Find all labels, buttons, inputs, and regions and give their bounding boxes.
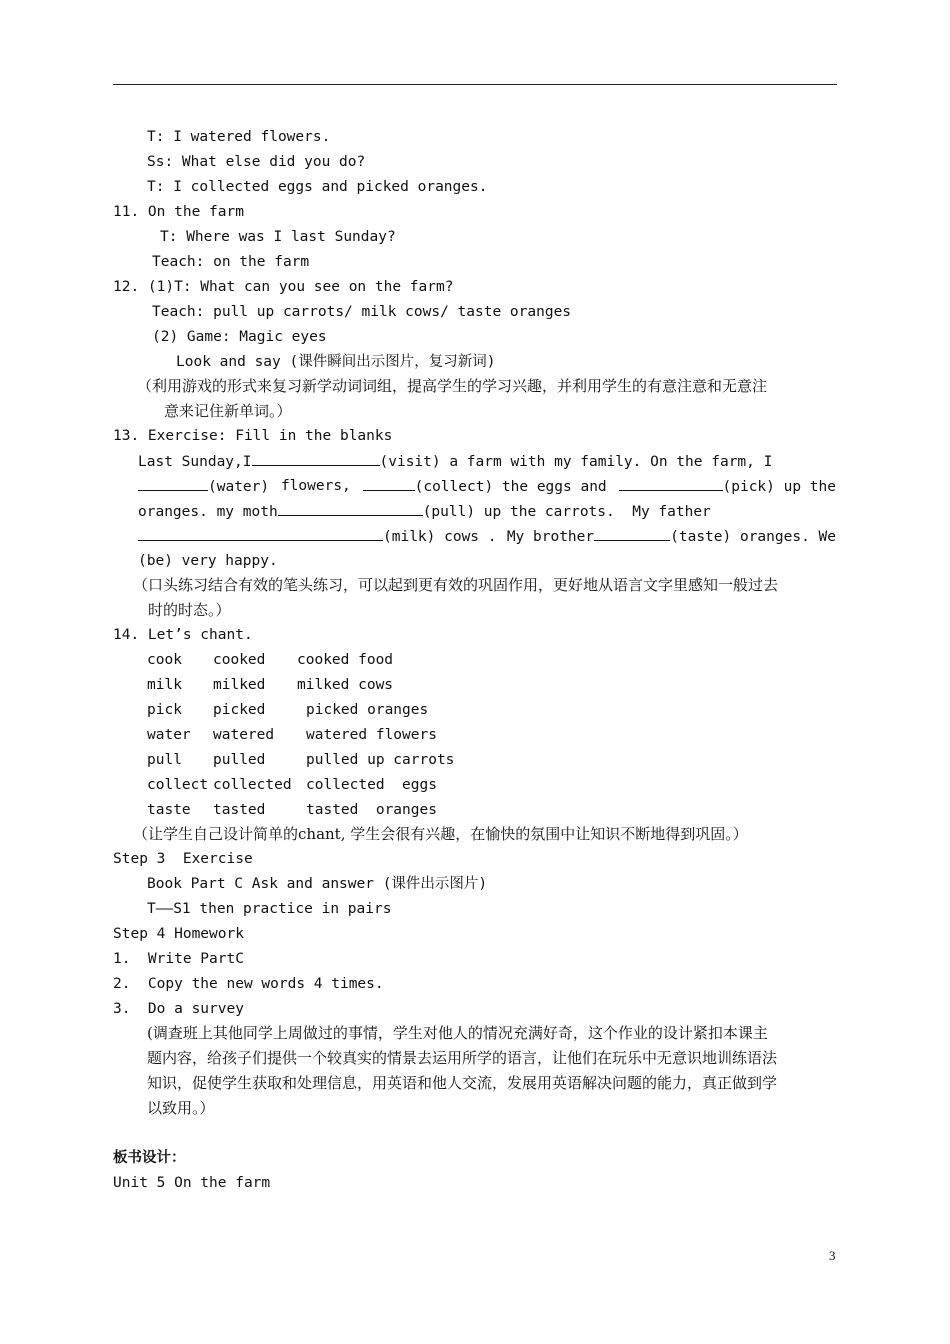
note-line: （利用游戏的形式来复习新学动词词组，提高学生的学习兴趣，并利用学生的有意注意和无意注 xyxy=(137,377,768,395)
game-line: (2) Game: Magic eyes xyxy=(152,329,327,345)
step-3-heading: Step 3 Exercise xyxy=(113,851,253,867)
homework-item: 3. Do a survey xyxy=(113,1001,244,1017)
chant-word: milked xyxy=(213,677,266,693)
exercise-text: (taste) oranges. We xyxy=(670,529,836,545)
exercise-text: (water) xyxy=(208,479,270,495)
chant-word: collected eggs xyxy=(306,777,437,793)
chant-word: water xyxy=(147,727,191,743)
chant-word: taste xyxy=(147,802,191,818)
homework-item: 2. Copy the new words 4 times. xyxy=(113,976,384,992)
note-line: 意来记住新单词。） xyxy=(164,402,292,420)
section-heading-11: 11. On the farm xyxy=(113,204,244,220)
note-line: （口头练习结合有效的笔头练习，可以起到更有效的巩固作用，更好地从语言文字里感知一般过去 xyxy=(133,576,779,594)
chant-word: milked cows xyxy=(297,677,394,693)
chant-word: milk xyxy=(147,677,182,693)
exercise-text: (pick) up the xyxy=(722,479,836,495)
homework-item: 1. Write PartC xyxy=(113,951,244,967)
chant-word: watered flowers xyxy=(306,727,437,743)
header-rule xyxy=(113,84,837,85)
answer-blank[interactable] xyxy=(138,526,383,541)
note-line: 知识，促使学生获取和处理信息，用英语和他人交流，发展用英语解决问题的能力，真正做到学 xyxy=(147,1074,778,1092)
exercise-text: (collect) the eggs and xyxy=(414,479,607,495)
exercise-text: (milk) cows . xyxy=(383,529,497,545)
exercise-row-1 xyxy=(138,451,772,472)
chant-word: cooked food xyxy=(297,652,394,668)
chant-word: collected xyxy=(213,777,292,793)
section-heading-13: 13. Exercise: Fill in the blanks xyxy=(113,428,393,444)
exercise-row-3 xyxy=(138,501,711,522)
exercise-text: flowers, xyxy=(280,478,351,494)
section-heading-12: 12. (1)T: What can you see on the farm? xyxy=(113,279,454,295)
exercise-text: (visit) a farm with my family. On the farm, I xyxy=(379,454,773,470)
exercise-text: My father xyxy=(632,504,711,520)
exercise-line: T——S1 then practice in pairs xyxy=(147,901,392,917)
dialogue-line: Ss: What else did you do? xyxy=(147,154,366,170)
chant-word: cooked xyxy=(213,652,266,668)
exercise-text: (pull) up the carrots. xyxy=(422,504,615,520)
dialogue-line: T: I collected eggs and picked oranges. xyxy=(147,179,488,195)
chant-word: collect xyxy=(147,777,209,793)
exercise-text: oranges. my moth xyxy=(138,504,278,520)
chant-word: pulled xyxy=(213,752,266,768)
chant-word: picked oranges xyxy=(306,702,429,718)
exercise-row-2 xyxy=(138,476,836,497)
note-line: 时的时态。） xyxy=(148,601,231,619)
answer-blank[interactable] xyxy=(138,476,208,491)
chant-word: tasted oranges xyxy=(306,802,437,818)
exercise-line: Book Part C Ask and answer (课件出示图片) xyxy=(147,876,488,892)
chant-word: tasted xyxy=(213,802,266,818)
board-title: Unit 5 On the farm xyxy=(113,1175,271,1191)
teach-line: Teach: pull up carrots/ milk cows/ taste oranges xyxy=(152,304,572,320)
chant-word: cook xyxy=(147,652,182,668)
answer-blank[interactable] xyxy=(594,526,670,541)
exercise-row-4 xyxy=(138,526,836,547)
exercise-row-5: (be) very happy. xyxy=(138,553,278,569)
dialogue-line: T: Where was I last Sunday? xyxy=(160,229,396,245)
step-4-heading: Step 4 Homework xyxy=(113,926,244,942)
look-and-say-line: Look and say (课件瞬间出示图片，复习新词) xyxy=(176,354,496,370)
exercise-text: My brother xyxy=(506,529,595,545)
page-number: 3 xyxy=(829,1248,836,1263)
note-line: （让学生自己设计简单的chant, 学生会很有兴趣，在愉快的氛围中让知识不断地得到巩固。） xyxy=(133,825,748,843)
teach-line: Teach: on the farm xyxy=(152,254,310,270)
chant-word: pull xyxy=(147,752,182,768)
chant-word: picked xyxy=(213,702,266,718)
chant-word: pulled up carrots xyxy=(306,752,455,768)
dialogue-line: T: I watered flowers. xyxy=(147,129,331,145)
chant-word: pick xyxy=(147,702,182,718)
answer-blank[interactable] xyxy=(252,451,380,466)
section-heading-14: 14. Let’s chant. xyxy=(113,627,253,643)
note-line: 题内容，给孩子们提供一个较真实的情景去运用所学的语言，让他们在玩乐中无意识地训练语法 xyxy=(147,1049,778,1067)
exercise-text: Last Sunday,I xyxy=(138,454,252,470)
board-design-heading: 板书设计： xyxy=(113,1150,186,1166)
chant-word: watered xyxy=(213,727,275,743)
note-line: (调查班上其他同学上周做过的事情，学生对他人的情况充满好奇，这个作业的设计紧扣本课主 xyxy=(147,1024,768,1042)
answer-blank[interactable] xyxy=(363,476,415,491)
note-line: 以致用。） xyxy=(147,1099,215,1117)
answer-blank[interactable] xyxy=(278,501,423,516)
answer-blank[interactable] xyxy=(619,476,723,491)
